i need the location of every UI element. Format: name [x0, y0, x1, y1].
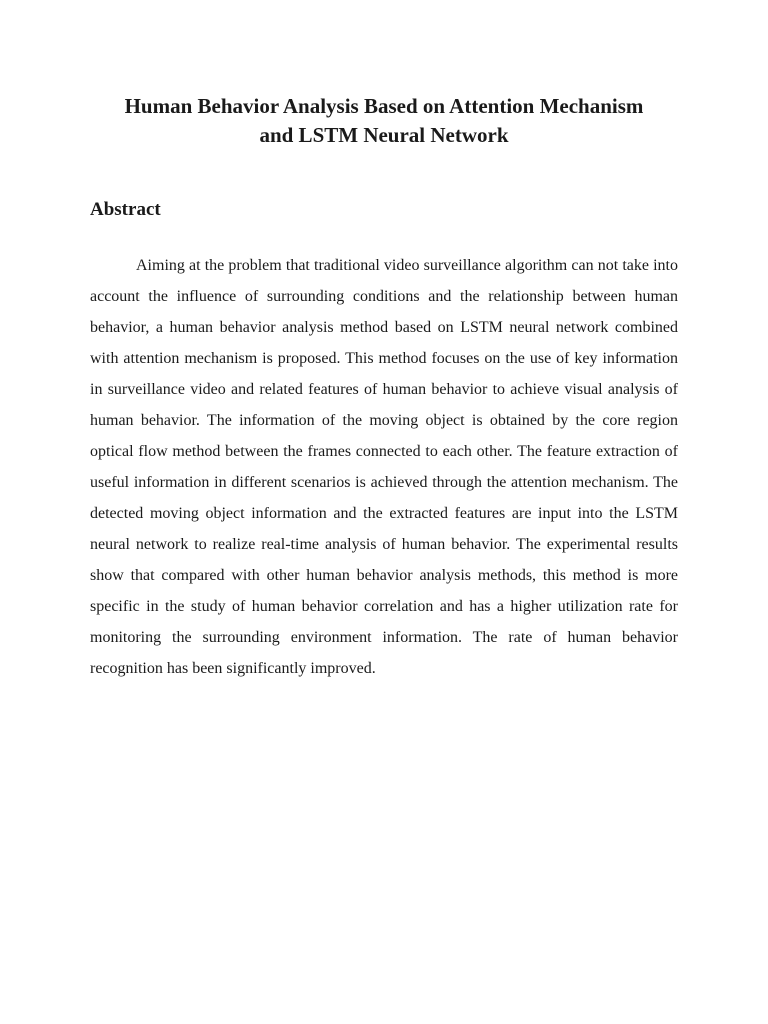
paper-title-line-1: Human Behavior Analysis Based on Attention Mechanism [124, 94, 644, 118]
paper-title-line-2: and LSTM Neural Network [259, 123, 509, 147]
abstract-paragraph: Aiming at the problem that traditional video surveillance algorithm can not take into account the influence of surrounding conditions and the relationship between human behavior, a human behavior analysis method based on LSTM neural network combined with attention mechanism is proposed. This method focuses on the use of key information in surveillance video and related features of human behavior to achieve visual analysis of human behavior. The information of the moving object is obtained by the core region optical flow method between the frames connected to each other. The feature extraction of useful information in different scenarios is achieved through the attention mechanism. The detected moving object information and the extracted features are input into the LSTM neural network to realize real-time analysis of human behavior. The experimental results show that compared with other human behavior analysis methods, this method is more specific in the study of human behavior correlation and has a higher utilization rate for monitoring the surrounding environment information. The rate of human behavior recognition has been significantly improved. [90, 257, 678, 677]
paper-title [60, 92, 708, 150]
abstract-heading: Abstract [90, 199, 161, 220]
